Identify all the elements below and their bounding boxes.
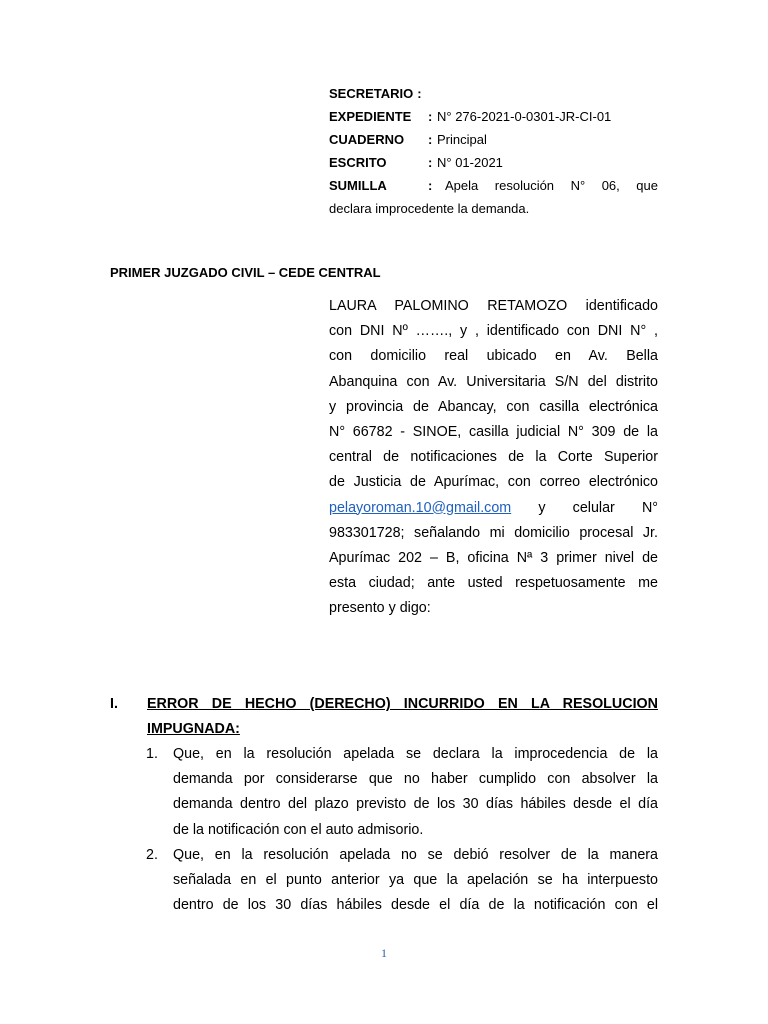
- list-item-first-line: [146, 742, 658, 767]
- section-number: I.: [110, 696, 118, 712]
- party-line: LAURA PALOMINO RETAMOZO identificado: [329, 298, 658, 314]
- party-introduction: [329, 294, 658, 621]
- section-title-line2: IMPUGNADA:: [147, 721, 240, 737]
- list-item-number: 1.: [146, 746, 158, 762]
- section-title-row: [110, 692, 658, 717]
- sumilla-label: SUMILLA: [329, 178, 387, 193]
- sumilla-row: [329, 174, 658, 197]
- list-item-first-line: [146, 843, 658, 868]
- secretario-label: SECRETARIO: [329, 86, 414, 101]
- section-error: [110, 692, 658, 918]
- party-line: Abanquina con Av. Universitaria S/N del distrito: [329, 373, 658, 390]
- sumilla-colon: :: [428, 178, 433, 193]
- expediente-value: N° 276-2021-0-0301-JR-CI-01: [437, 109, 612, 124]
- party-word: celular: [572, 499, 615, 516]
- party-line-email: [329, 496, 658, 521]
- list-item-text: de la notificación con el auto admisorio.: [173, 821, 424, 838]
- party-line: con DNI Nº ……., y , identificado con DNI N° ,: [329, 323, 658, 340]
- sumilla-value-line2: declara improcedente la demanda.: [329, 201, 530, 216]
- cuaderno-row: [329, 128, 658, 151]
- list-item-text: demanda dentro del plazo previsto de los 30 días hábiles desde el día: [173, 796, 658, 813]
- party-line: y provincia de Abancay, con casilla electrónica: [329, 398, 658, 415]
- list-item-text: demanda por considerarse que no haber cumplido con absolver la: [173, 771, 658, 788]
- list-item-text: Que, en la resolución apelada se declara la improcedencia de la: [173, 746, 658, 762]
- escrito-value: N° 01-2021: [437, 155, 503, 170]
- section-title-line1: ERROR DE HECHO (DERECHO) INCURRIDO EN LA RESOLUCION: [147, 696, 658, 712]
- party-line: N° 66782 - SINOE, casilla judicial N° 309 de la: [329, 423, 658, 440]
- party-line: central de notificaciones de la Corte Superior: [329, 449, 658, 466]
- list-item-text: Que, en la resolución apelada no se debió resolver de la manera: [173, 846, 658, 863]
- cuaderno-label: CUADERNO: [329, 132, 405, 147]
- sumilla-value-line1: Apela resolución N° 06, que: [445, 178, 658, 193]
- list-item-text: dentro de los 30 días hábiles desde el día de la notificación con el: [173, 897, 658, 914]
- party-line: presento y digo:: [329, 600, 431, 617]
- case-header: [329, 82, 658, 220]
- court-heading: PRIMER JUZGADO CIVIL – CEDE CENTRAL: [110, 265, 381, 280]
- list-item: [110, 843, 658, 919]
- party-word: y: [538, 499, 546, 516]
- list-item-text: señalada en el punto anterior ya que la apelación se ha interpuesto: [173, 871, 658, 888]
- list-item-number: 2.: [146, 846, 158, 863]
- party-word: N°: [641, 499, 658, 516]
- secretario-row: [329, 82, 658, 105]
- party-line: de Justicia de Apurímac, con correo electrónico: [329, 474, 658, 491]
- party-line: 983301728; señalando mi domicilio procesal Jr.: [329, 524, 658, 541]
- party-line: Apurímac 202 – B, oficina Nª 3 primer nivel de: [329, 549, 658, 566]
- escrito-colon: :: [428, 155, 433, 170]
- expediente-row: [329, 105, 658, 128]
- escrito-row: [329, 151, 658, 174]
- cuaderno-colon: :: [428, 132, 433, 147]
- list-item: [110, 742, 658, 843]
- expediente-colon: :: [428, 109, 433, 124]
- email-link[interactable]: pelayoroman.10@gmail.com: [329, 499, 512, 516]
- escrito-label: ESCRITO: [329, 155, 387, 170]
- party-line: con domicilio real ubicado en Av. Bella: [329, 348, 658, 365]
- party-line: esta ciudad; ante usted respetuosamente me: [329, 575, 658, 592]
- cuaderno-value: Principal: [437, 132, 487, 147]
- secretario-colon: :: [417, 86, 422, 101]
- expediente-label: EXPEDIENTE: [329, 109, 412, 124]
- page-number: 1: [381, 946, 387, 960]
